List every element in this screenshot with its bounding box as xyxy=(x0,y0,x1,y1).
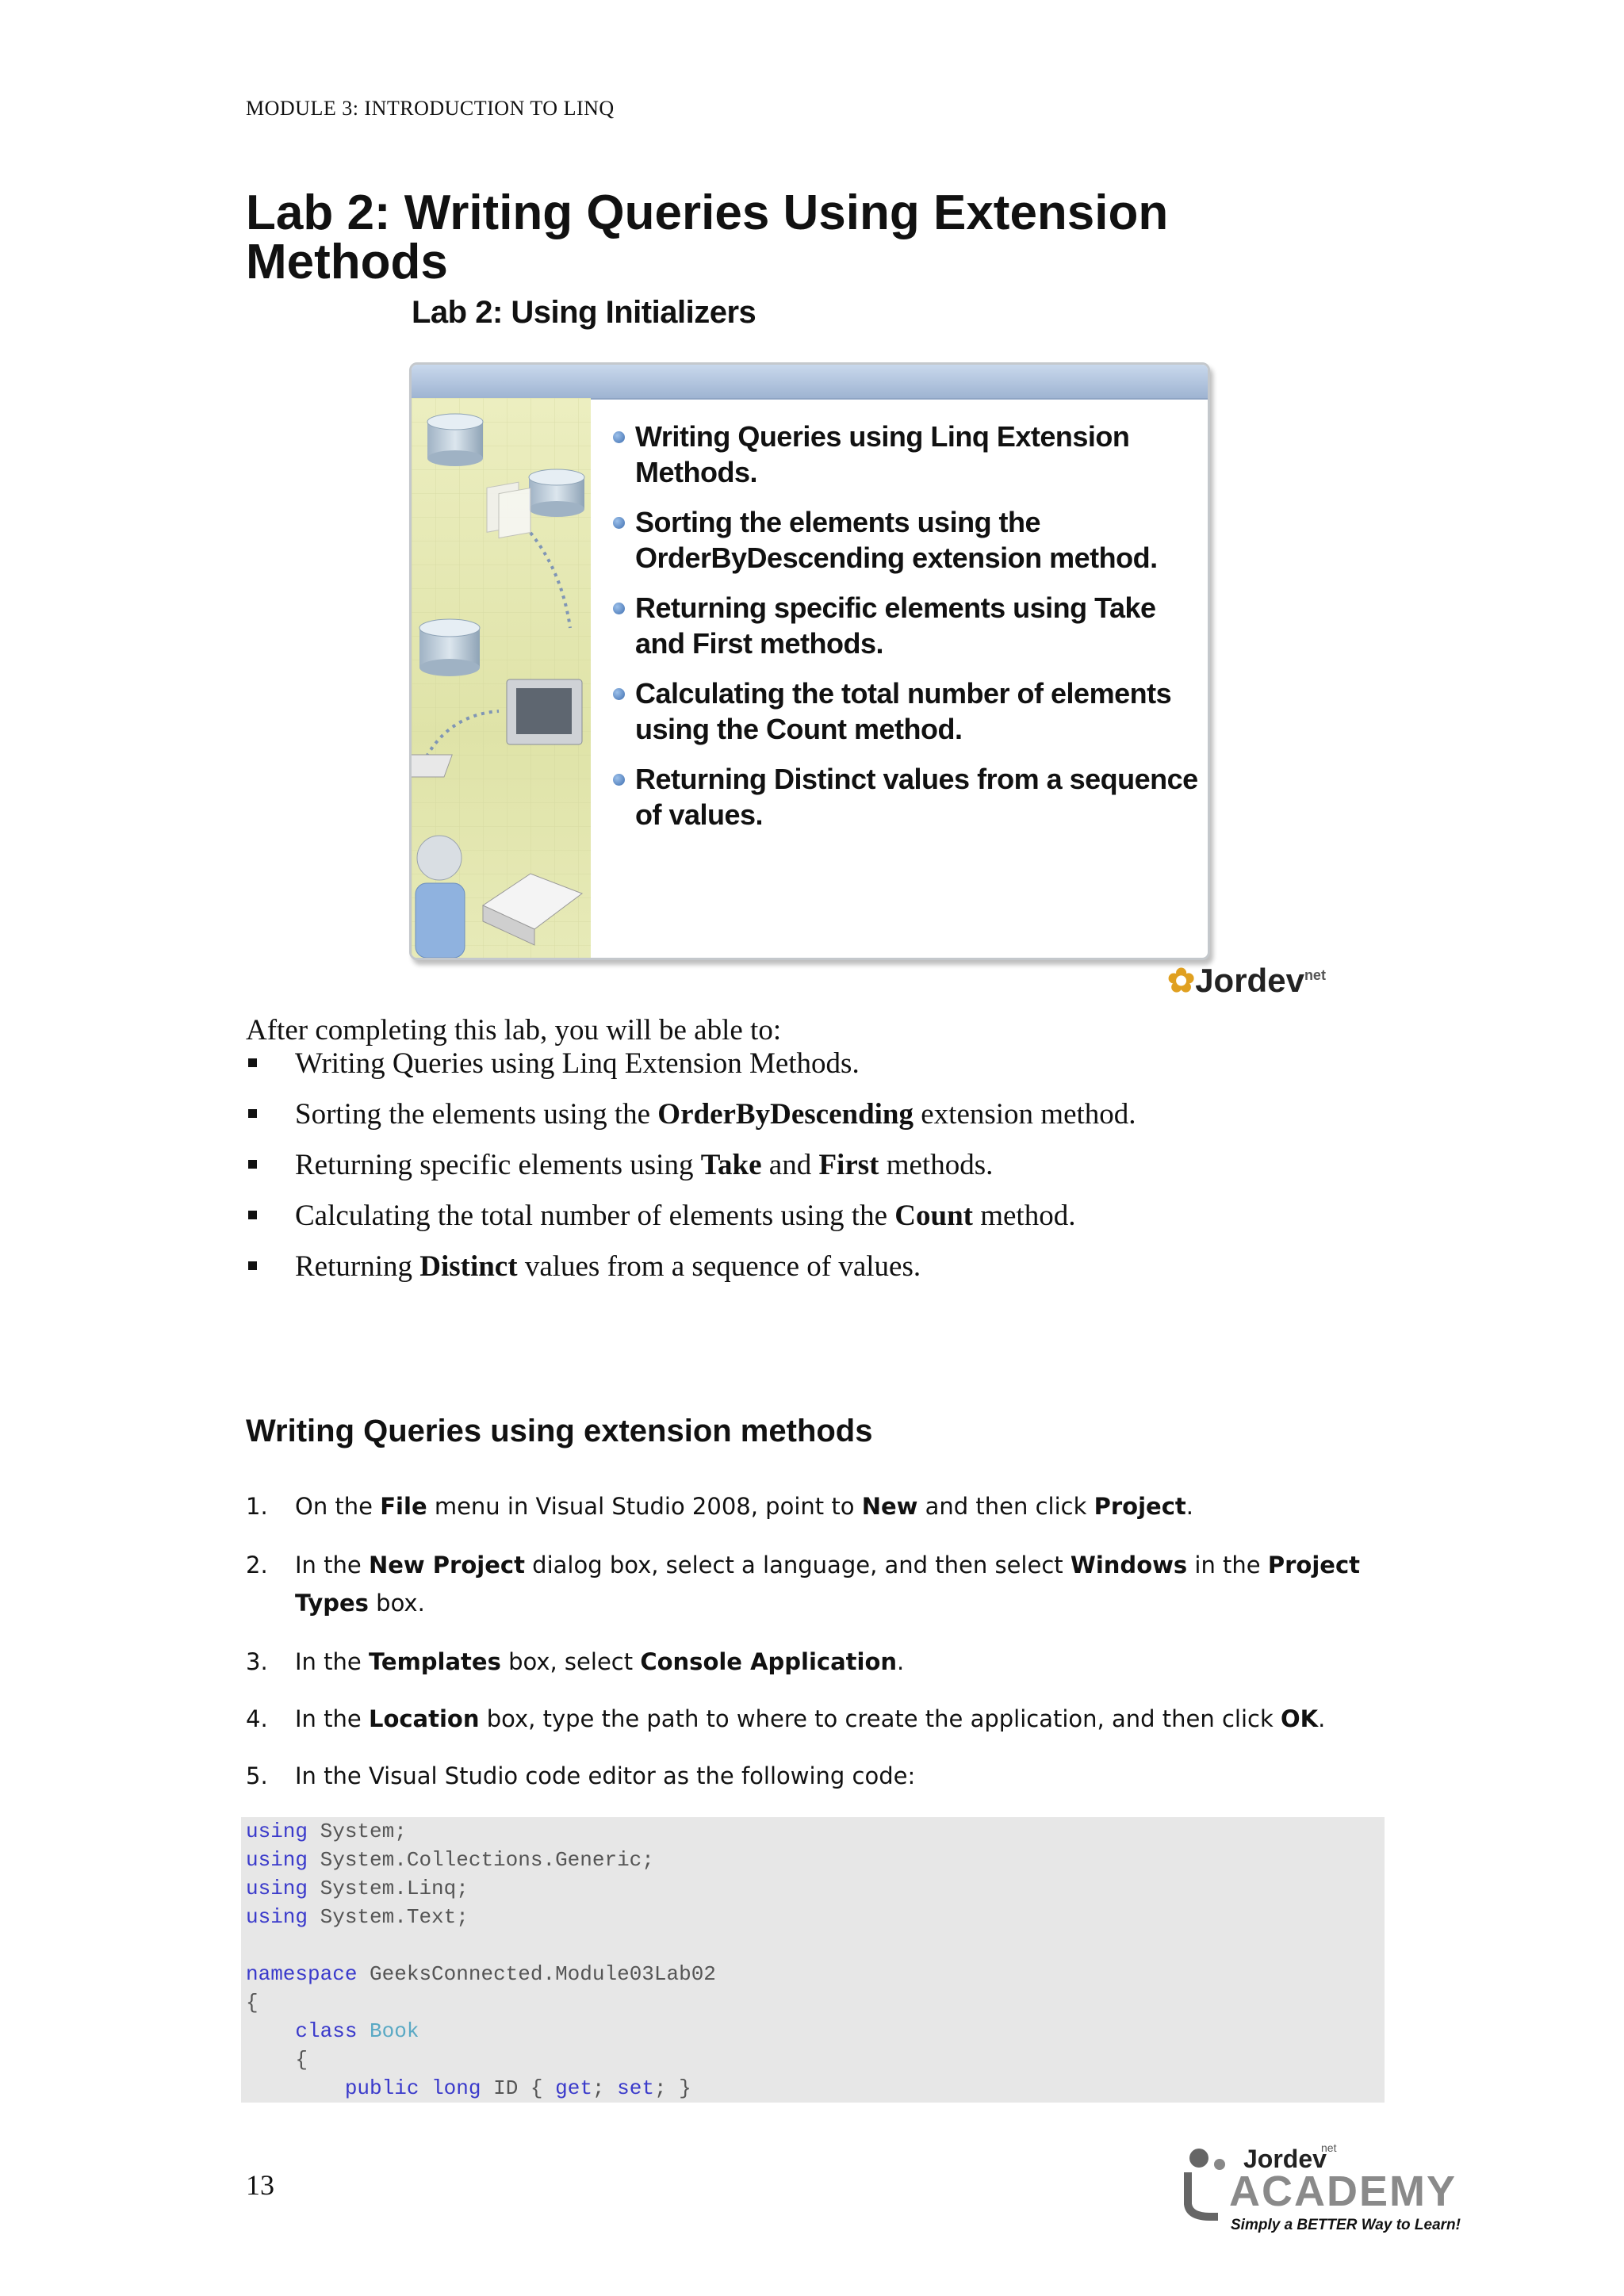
bullet-icon xyxy=(613,688,625,700)
slide-bullet-text: Sorting the elements using the OrderByDescending extension method. xyxy=(635,506,1158,574)
code-line xyxy=(246,1931,1385,1960)
logo-mark-icon: ✿ xyxy=(1167,962,1196,999)
slide-bullet-text: Returning Distinct values from a sequence of values. xyxy=(635,763,1198,831)
logo-person-icon xyxy=(1189,2149,1208,2168)
slide-image xyxy=(409,362,1210,960)
slide-title-bar xyxy=(412,365,1208,400)
document-pages-icon xyxy=(487,482,530,538)
bullet-icon xyxy=(613,774,625,786)
code-line: public long ID { get; set; } xyxy=(344,2076,691,2100)
academy-logo-graphic xyxy=(1182,2141,1499,2236)
person-icon xyxy=(416,836,465,958)
footer-brand: Jordev xyxy=(1243,2145,1327,2173)
footer-brand-sup: net xyxy=(1321,2141,1337,2154)
objective-text: Calculating the total number of elements using the Count method. xyxy=(295,1200,1076,1232)
database-icon xyxy=(427,414,483,466)
step-text: In the Templates box, select Console Application. xyxy=(295,1648,905,1675)
slide-bullet-list xyxy=(613,419,1200,847)
illustration-graphic xyxy=(412,398,591,958)
slide-bullet-item xyxy=(613,419,1200,490)
step-text: In the Location box, type the path to where to create the application, and then click OK. xyxy=(295,1705,1326,1732)
square-bullet-icon xyxy=(248,1160,257,1169)
step-number: 1. xyxy=(246,1493,268,1520)
code-text xyxy=(241,1817,1385,2103)
step-number: 5. xyxy=(246,1762,268,1789)
bullet-icon xyxy=(613,431,625,443)
objective-text: Writing Queries using Linq Extension Methods. xyxy=(295,1047,860,1080)
square-bullet-icon xyxy=(248,1109,257,1118)
objective-text: Sorting the elements using the OrderByDescending extension method. xyxy=(295,1098,1136,1131)
step-number: 3. xyxy=(246,1648,268,1675)
code-block xyxy=(241,1817,1385,2103)
page-header: MODULE 3: INTRODUCTION TO LINQ xyxy=(246,97,615,120)
code-line: { xyxy=(246,1991,259,2015)
bullet-icon xyxy=(613,517,625,529)
code-line: { xyxy=(246,2048,308,2072)
code-line: using System.Text; xyxy=(246,1905,469,1929)
step-number: 2. xyxy=(246,1552,268,1578)
database-icon-3 xyxy=(419,619,480,676)
step-text: In the Visual Studio code editor as the following code: xyxy=(295,1762,916,1789)
jordev-logo xyxy=(1167,961,1326,1000)
slide-illustration xyxy=(412,398,591,958)
footer-academy-logo xyxy=(1182,2141,1499,2236)
slide-bullet-item xyxy=(613,590,1200,661)
footer-academy-name: ACADEMY xyxy=(1229,2168,1457,2215)
square-bullet-icon xyxy=(248,1211,257,1219)
slide-bullet-text: Returning specific elements using Take and First methods. xyxy=(635,591,1156,660)
square-bullet-icon xyxy=(248,1058,257,1067)
section-heading: Writing Queries using extension methods xyxy=(246,1414,873,1448)
step-text: On the File menu in Visual Studio 2008, point to New and then click Project. xyxy=(295,1493,1193,1520)
footer-tagline: Simply a BETTER Way to Learn! xyxy=(1231,2217,1461,2233)
database-icon-2 xyxy=(529,469,584,517)
code-line: using System.Collections.Generic; xyxy=(246,1848,654,1872)
slide-title: Lab 2: Using Initializers xyxy=(412,295,756,330)
slide-bullet-text: Calculating the total number of elements using the Count method. xyxy=(635,677,1172,745)
logo-superscript: net xyxy=(1304,967,1326,983)
slide-bullet-item xyxy=(613,675,1200,747)
logo-text: Jordev xyxy=(1195,962,1304,999)
step-number: 4. xyxy=(246,1705,268,1732)
step-text: In the New Project dialog box, select a language, and then select Windows in the Project Types box. xyxy=(295,1552,1361,1617)
lab-intro: After completing this lab, you will be able to: xyxy=(246,1014,782,1047)
code-line: namespace GeeksConnected.Module03Lab02 xyxy=(246,1962,716,1986)
objective-text: Returning Distinct values from a sequence of values. xyxy=(295,1250,921,1283)
bullet-icon xyxy=(613,603,625,614)
code-line: using System; xyxy=(246,1820,407,1843)
square-bullet-icon xyxy=(248,1261,257,1270)
code-line: using System.Linq; xyxy=(246,1877,469,1900)
objective-text: Returning specific elements using Take and First methods. xyxy=(295,1149,994,1181)
slide-bullet-item xyxy=(613,504,1200,576)
lab-title: Lab 2: Writing Queries Using Extension Methods xyxy=(246,186,1169,289)
slide-bullet-text: Writing Queries using Linq Extension Methods. xyxy=(635,420,1130,488)
page-number: 13 xyxy=(246,2169,274,2201)
code-line: class Book xyxy=(295,2019,419,2043)
slide-bullet-item xyxy=(613,761,1200,832)
